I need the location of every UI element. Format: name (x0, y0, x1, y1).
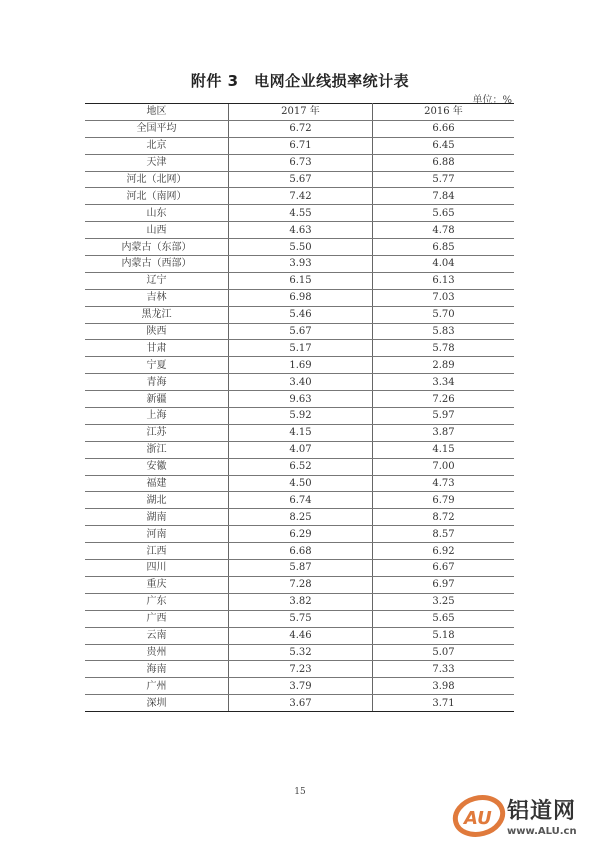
value-2017-cell: 6.29 (229, 526, 373, 543)
value-2017-cell: 3.93 (229, 256, 373, 273)
value-2016-cell: 4.04 (373, 256, 515, 273)
table-row (85, 678, 514, 695)
value-2017-cell: 5.87 (229, 560, 373, 577)
value-2016-cell: 5.18 (373, 627, 515, 644)
value-2016-cell: 6.66 (373, 120, 515, 137)
value-2016-cell: 7.26 (373, 391, 515, 408)
value-2017-cell: 4.50 (229, 475, 373, 492)
table-row (85, 391, 514, 408)
value-2017-cell: 4.15 (229, 424, 373, 441)
value-2016-cell: 6.97 (373, 576, 515, 593)
table-row (85, 272, 514, 289)
table-row (85, 576, 514, 593)
value-2016-cell: 6.92 (373, 543, 515, 560)
value-2017-cell: 3.40 (229, 374, 373, 391)
value-2017-cell: 9.63 (229, 391, 373, 408)
value-2017-cell: 6.72 (229, 120, 373, 137)
value-2016-cell: 3.87 (373, 424, 515, 441)
value-2016-cell: 5.78 (373, 340, 515, 357)
svg-text:AU: AU (464, 808, 492, 829)
region-cell: 湖北 (85, 492, 229, 509)
watermark-logo (452, 788, 600, 844)
value-2016-cell: 2.89 (373, 357, 515, 374)
header-region: 地区 (85, 104, 229, 121)
document-title: 附件 3 电网企业线损率统计表 (190, 72, 410, 90)
unit-label: 单位：% (472, 95, 512, 106)
region-cell: 广东 (85, 593, 229, 610)
value-2016-cell: 5.65 (373, 610, 515, 627)
table-row (85, 289, 514, 306)
value-2016-cell: 6.88 (373, 154, 515, 171)
value-2017-cell: 4.46 (229, 627, 373, 644)
table-row (85, 256, 514, 273)
value-2017-cell: 1.69 (229, 357, 373, 374)
watermark-url: www.ALU.cn (507, 826, 577, 837)
table-row (85, 239, 514, 256)
table-row (85, 441, 514, 458)
table-row (85, 306, 514, 323)
table-header-row (85, 104, 514, 121)
region-cell: 山东 (85, 205, 229, 222)
value-2016-cell: 5.83 (373, 323, 515, 340)
value-2016-cell: 7.84 (373, 188, 515, 205)
value-2016-cell: 8.72 (373, 509, 515, 526)
header-2017: 2017 年 (229, 104, 373, 121)
region-cell: 北京 (85, 137, 229, 154)
value-2017-cell: 4.55 (229, 205, 373, 222)
value-2017-cell: 3.79 (229, 678, 373, 695)
region-cell: 福建 (85, 475, 229, 492)
value-2017-cell: 6.52 (229, 458, 373, 475)
value-2017-cell: 5.50 (229, 239, 373, 256)
region-cell: 黑龙江 (85, 306, 229, 323)
region-cell: 青海 (85, 374, 229, 391)
table-row (85, 408, 514, 425)
value-2017-cell: 5.32 (229, 644, 373, 661)
region-cell: 吉林 (85, 289, 229, 306)
value-2016-cell: 6.79 (373, 492, 515, 509)
table-row (85, 120, 514, 137)
region-cell: 海南 (85, 661, 229, 678)
value-2017-cell: 6.15 (229, 272, 373, 289)
value-2017-cell: 5.75 (229, 610, 373, 627)
region-cell: 深圳 (85, 695, 229, 712)
table-row (85, 610, 514, 627)
table-row (85, 593, 514, 610)
region-cell: 辽宁 (85, 272, 229, 289)
value-2016-cell: 5.77 (373, 171, 515, 188)
value-2016-cell: 6.45 (373, 137, 515, 154)
value-2017-cell: 6.73 (229, 154, 373, 171)
table-row (85, 154, 514, 171)
region-cell: 重庆 (85, 576, 229, 593)
value-2016-cell: 7.00 (373, 458, 515, 475)
value-2016-cell: 4.78 (373, 222, 515, 239)
table-row (85, 458, 514, 475)
value-2016-cell: 6.85 (373, 239, 515, 256)
table-row (85, 695, 514, 712)
value-2016-cell: 6.67 (373, 560, 515, 577)
region-cell: 宁夏 (85, 357, 229, 374)
region-cell: 河北（北网） (85, 171, 229, 188)
value-2017-cell: 5.46 (229, 306, 373, 323)
value-2017-cell: 5.92 (229, 408, 373, 425)
value-2017-cell: 5.67 (229, 323, 373, 340)
region-cell: 陕西 (85, 323, 229, 340)
region-cell: 云南 (85, 627, 229, 644)
alu-logo-icon (452, 788, 508, 844)
value-2016-cell: 4.15 (373, 441, 515, 458)
region-cell: 甘肃 (85, 340, 229, 357)
value-2016-cell: 5.07 (373, 644, 515, 661)
table-row (85, 137, 514, 154)
table-row (85, 424, 514, 441)
table-row (85, 644, 514, 661)
value-2016-cell: 5.70 (373, 306, 515, 323)
region-cell: 山西 (85, 222, 229, 239)
value-2017-cell: 7.42 (229, 188, 373, 205)
region-cell: 广州 (85, 678, 229, 695)
value-2017-cell: 6.74 (229, 492, 373, 509)
table-row (85, 543, 514, 560)
line-loss-table (85, 103, 514, 712)
region-cell: 浙江 (85, 441, 229, 458)
region-cell: 四川 (85, 560, 229, 577)
region-cell: 江西 (85, 543, 229, 560)
region-cell: 上海 (85, 408, 229, 425)
region-cell: 安徽 (85, 458, 229, 475)
table-row (85, 627, 514, 644)
region-cell: 全国平均 (85, 120, 229, 137)
watermark-name: 铝道网 (507, 799, 577, 824)
value-2016-cell: 5.97 (373, 408, 515, 425)
value-2016-cell: 7.03 (373, 289, 515, 306)
page-number: 15 (294, 787, 306, 797)
value-2017-cell: 5.67 (229, 171, 373, 188)
value-2017-cell: 6.98 (229, 289, 373, 306)
table-row (85, 374, 514, 391)
table-row (85, 340, 514, 357)
value-2017-cell: 5.17 (229, 340, 373, 357)
table-row (85, 323, 514, 340)
value-2016-cell: 8.57 (373, 526, 515, 543)
region-cell: 贵州 (85, 644, 229, 661)
value-2017-cell: 4.63 (229, 222, 373, 239)
value-2017-cell: 3.82 (229, 593, 373, 610)
value-2017-cell: 7.28 (229, 576, 373, 593)
region-cell: 天津 (85, 154, 229, 171)
region-cell: 河北（南网） (85, 188, 229, 205)
region-cell: 内蒙古（东部） (85, 239, 229, 256)
table-row (85, 661, 514, 678)
table-row (85, 560, 514, 577)
table-row (85, 222, 514, 239)
value-2017-cell: 3.67 (229, 695, 373, 712)
value-2016-cell: 4.73 (373, 475, 515, 492)
value-2016-cell: 3.71 (373, 695, 515, 712)
table-row (85, 492, 514, 509)
region-cell: 内蒙古（西部） (85, 256, 229, 273)
value-2017-cell: 6.71 (229, 137, 373, 154)
table-row (85, 205, 514, 222)
value-2017-cell: 7.23 (229, 661, 373, 678)
region-cell: 广西 (85, 610, 229, 627)
table-row (85, 188, 514, 205)
table-row (85, 509, 514, 526)
region-cell: 河南 (85, 526, 229, 543)
region-cell: 江苏 (85, 424, 229, 441)
table-row (85, 526, 514, 543)
table-row (85, 475, 514, 492)
value-2016-cell: 6.13 (373, 272, 515, 289)
value-2016-cell: 3.98 (373, 678, 515, 695)
value-2016-cell: 3.25 (373, 593, 515, 610)
value-2016-cell: 7.33 (373, 661, 515, 678)
value-2017-cell: 8.25 (229, 509, 373, 526)
header-2016: 2016 年 (373, 104, 515, 121)
region-cell: 新疆 (85, 391, 229, 408)
region-cell: 湖南 (85, 509, 229, 526)
table-row (85, 357, 514, 374)
value-2017-cell: 4.07 (229, 441, 373, 458)
value-2016-cell: 5.65 (373, 205, 515, 222)
value-2017-cell: 6.68 (229, 543, 373, 560)
table-row (85, 171, 514, 188)
value-2016-cell: 3.34 (373, 374, 515, 391)
